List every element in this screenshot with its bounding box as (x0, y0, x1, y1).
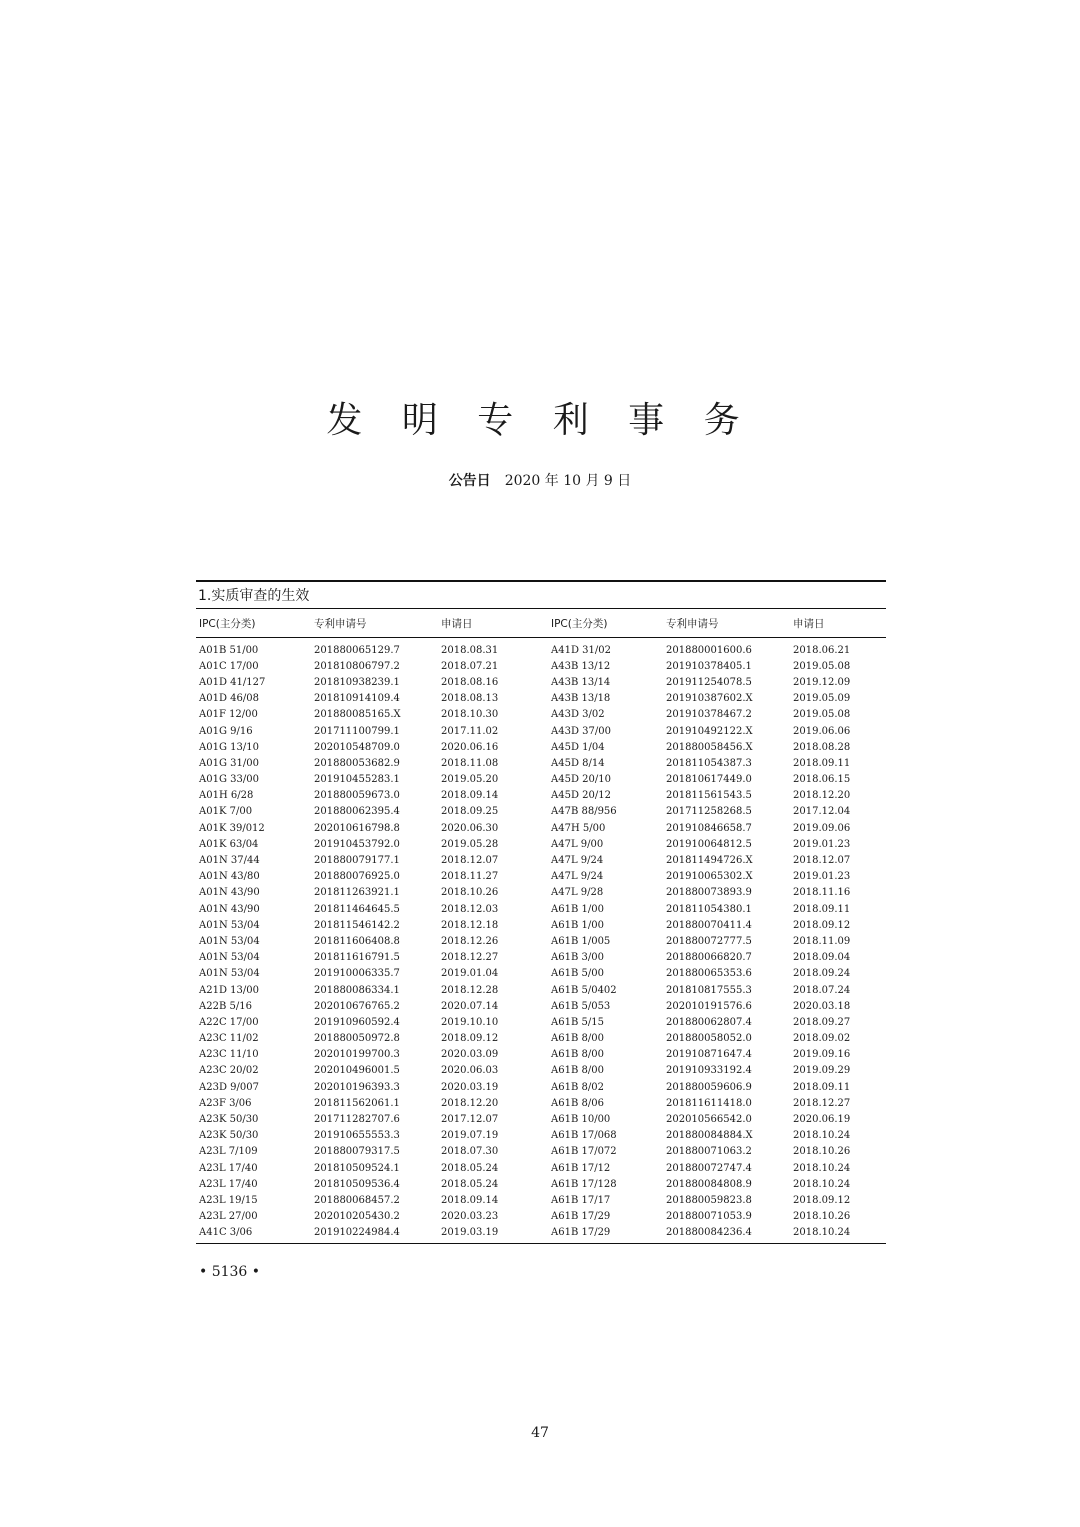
application-no-cell: 201810509536.4 (314, 1178, 400, 1190)
application-no-cell: 201880085165.X (314, 709, 401, 721)
table-row (196, 788, 886, 804)
table-row (196, 1063, 886, 1079)
filing-date-cell: 2018.07.30 (441, 1146, 499, 1158)
application-no-cell: 201910224984.4 (314, 1227, 400, 1239)
application-no-cell: 201880059673.0 (314, 790, 400, 802)
application-no-cell: 201910655553.3 (314, 1130, 400, 1142)
filing-date-cell: 2018.12.18 (441, 919, 499, 931)
filing-date-cell: 2018.09.24 (793, 968, 851, 980)
ipc-cell: A61B 5/053 (551, 1000, 611, 1012)
filing-date-cell: 2020.06.16 (441, 741, 499, 753)
ipc-cell: A47L 9/24 (551, 855, 604, 867)
filing-date-cell: 2018.10.24 (793, 1130, 851, 1142)
filing-date-cell: 2018.10.26 (441, 887, 499, 899)
ipc-cell: A61B 8/06 (551, 1097, 604, 1109)
application-no-cell: 201811611418.0 (666, 1097, 752, 1109)
filing-date-cell: 2018.11.09 (793, 935, 851, 947)
application-no-cell: 201910065302.X (666, 871, 753, 883)
ipc-cell: A61B 3/00 (551, 952, 604, 964)
table-row (196, 1192, 886, 1208)
filing-date-cell: 2018.08.28 (793, 741, 851, 753)
ipc-cell: A43B 13/14 (551, 676, 611, 688)
filing-date-cell: 2019.05.08 (793, 709, 851, 721)
ipc-cell: A45D 1/04 (551, 741, 605, 753)
ipc-cell: A61B 17/29 (551, 1227, 611, 1239)
table-row (196, 1144, 886, 1160)
table-row (196, 1176, 886, 1192)
application-no-cell: 201910453792.0 (314, 838, 400, 850)
table-row (196, 674, 886, 690)
table-row (196, 1225, 886, 1243)
filing-date-cell: 2020.06.30 (441, 822, 499, 834)
filing-date-cell: 2018.08.16 (441, 676, 499, 688)
ipc-cell: A01N 43/90 (199, 903, 260, 915)
table-row (196, 723, 886, 739)
filing-date-cell: 2019.09.16 (793, 1049, 851, 1061)
filing-date-cell: 2018.10.30 (441, 709, 499, 721)
section-bottom-rule (196, 1243, 886, 1244)
ipc-cell: A23F 3/06 (199, 1097, 252, 1109)
col-header-application-no-1: 专利申请号 (311, 609, 438, 638)
ipc-cell: A01G 33/00 (199, 774, 259, 786)
application-no-cell: 202010566542.0 (666, 1114, 752, 1126)
application-no-cell: 201811616791.5 (314, 952, 400, 964)
table-row (196, 1128, 886, 1144)
ipc-cell: A43D 3/02 (551, 709, 605, 721)
ipc-cell: A61B 8/00 (551, 1049, 604, 1061)
application-no-cell: 201880062395.4 (314, 806, 400, 818)
ipc-cell: A61B 17/29 (551, 1211, 611, 1223)
application-no-cell: 201880073893.9 (666, 887, 752, 899)
application-no-cell: 201711282707.6 (314, 1114, 400, 1126)
table-row (196, 1160, 886, 1176)
ipc-cell: A01N 37/44 (199, 855, 260, 867)
filing-date-cell: 2019.09.29 (793, 1065, 851, 1077)
application-no-cell: 201811263921.1 (314, 887, 400, 899)
table-row (196, 1111, 886, 1127)
table-row (196, 820, 886, 836)
announcement-date (0, 470, 1080, 490)
filing-date-cell: 2020.06.19 (793, 1114, 851, 1126)
application-no-cell: 201880084884.X (666, 1130, 753, 1142)
application-no-cell: 201880084236.4 (666, 1227, 752, 1239)
ipc-cell: A22B 5/16 (199, 1000, 252, 1012)
table-row (196, 901, 886, 917)
ipc-cell: A23D 9/007 (199, 1081, 259, 1093)
filing-date-cell: 2018.10.24 (793, 1162, 851, 1174)
application-no-cell: 201810938239.1 (314, 676, 400, 688)
application-no-cell: 201711258268.5 (666, 806, 752, 818)
ipc-cell: A23L 7/109 (199, 1146, 258, 1158)
application-no-cell: 201811606408.8 (314, 935, 400, 947)
application-no-cell: 201711100799.1 (314, 725, 400, 737)
application-no-cell: 202010616798.8 (314, 822, 400, 834)
ipc-cell: A01N 53/04 (199, 935, 260, 947)
filing-date-cell: 2019.05.09 (793, 693, 851, 705)
ipc-cell: A01N 43/80 (199, 871, 260, 883)
application-no-cell: 201880070411.4 (666, 919, 752, 931)
ipc-cell: A43B 13/18 (551, 693, 611, 705)
table-row (196, 1209, 886, 1225)
patent-table (196, 608, 886, 1243)
application-no-cell: 201810914109.4 (314, 693, 400, 705)
ipc-cell: A01N 43/90 (199, 887, 260, 899)
filing-date-cell: 2018.09.25 (441, 806, 499, 818)
filing-date-cell: 2020.07.14 (441, 1000, 499, 1012)
table-row (196, 1079, 886, 1095)
ipc-cell: A23C 11/10 (199, 1049, 259, 1061)
filing-date-cell: 2018.07.24 (793, 984, 851, 996)
filing-date-cell: 2018.09.11 (793, 903, 851, 915)
filing-date-cell: 2020.03.09 (441, 1049, 499, 1061)
section-title: 1.实质审查的生效 (198, 588, 310, 604)
application-no-cell: 201880072777.5 (666, 935, 752, 947)
filing-date-cell: 2018.12.27 (441, 952, 499, 964)
filing-date-cell: 2018.09.11 (793, 757, 851, 769)
ipc-cell: A01B 51/00 (199, 644, 259, 656)
application-no-cell: 201880053682.9 (314, 757, 400, 769)
application-no-cell: 201880062807.4 (666, 1016, 752, 1028)
filing-date-cell: 2018.08.31 (441, 644, 499, 656)
ipc-cell: A43D 37/00 (551, 725, 611, 737)
ipc-cell: A61B 17/072 (551, 1146, 617, 1158)
filing-date-cell: 2018.10.24 (793, 1178, 851, 1190)
ipc-cell: A61B 5/00 (551, 968, 604, 980)
ipc-cell: A01K 7/00 (199, 806, 253, 818)
filing-date-cell: 2019.09.06 (793, 822, 851, 834)
table-row (196, 885, 886, 901)
application-no-cell: 201880058052.0 (666, 1033, 752, 1045)
page-number: 47 (531, 1425, 549, 1441)
filing-date-cell: 2019.01.23 (793, 838, 851, 850)
table-row (196, 739, 886, 755)
table-row (196, 933, 886, 949)
application-no-cell: 201880068457.2 (314, 1194, 400, 1206)
table-row (196, 982, 886, 998)
ipc-cell: A43B 13/12 (551, 660, 611, 672)
ipc-cell: A23C 11/02 (199, 1033, 259, 1045)
application-no-cell: 201910960592.4 (314, 1016, 400, 1028)
filing-date-cell: 2019.05.08 (793, 660, 851, 672)
application-no-cell: 201910933192.4 (666, 1065, 752, 1077)
table-row (196, 869, 886, 885)
filing-date-cell: 2019.06.06 (793, 725, 851, 737)
application-no-cell: 201910871647.4 (666, 1049, 752, 1061)
ipc-cell: A61B 8/00 (551, 1065, 604, 1077)
filing-date-cell: 2020.06.03 (441, 1065, 499, 1077)
page-code: • 5136 • (199, 1264, 261, 1280)
filing-date-cell: 2018.09.12 (793, 919, 851, 931)
filing-date-cell: 2017.12.07 (441, 1114, 499, 1126)
application-no-cell: 201880050972.8 (314, 1033, 400, 1045)
application-no-cell: 201811494726.X (666, 855, 753, 867)
application-no-cell: 201910387602.X (666, 693, 753, 705)
application-no-cell: 202010191576.6 (666, 1000, 752, 1012)
ipc-cell: A01N 53/04 (199, 952, 260, 964)
application-no-cell: 201811054387.3 (666, 757, 752, 769)
ipc-cell: A23K 50/30 (199, 1114, 259, 1126)
table-row (196, 658, 886, 674)
filing-date-cell: 2018.11.08 (441, 757, 499, 769)
filing-date-cell: 2017.11.02 (441, 725, 499, 737)
table-row (196, 707, 886, 723)
filing-date-cell: 2018.09.02 (793, 1033, 851, 1045)
table-row (196, 772, 886, 788)
ipc-cell: A23L 17/40 (199, 1178, 258, 1190)
application-no-cell: 201910064812.5 (666, 838, 752, 850)
ipc-cell: A47L 9/28 (551, 887, 604, 899)
application-no-cell: 201811054380.1 (666, 903, 752, 915)
table-row (196, 998, 886, 1014)
table-row (196, 1095, 886, 1111)
filing-date-cell: 2018.07.21 (441, 660, 499, 672)
application-no-cell: 201810509524.1 (314, 1162, 400, 1174)
application-no-cell: 202010496001.5 (314, 1065, 400, 1077)
page-title: 发 明 专 利 事 务 (326, 400, 754, 441)
table-row (196, 804, 886, 820)
filing-date-cell: 2018.06.15 (793, 774, 851, 786)
filing-date-cell: 2018.08.13 (441, 693, 499, 705)
application-no-cell: 201910455283.1 (314, 774, 400, 786)
filing-date-cell: 2017.12.04 (793, 806, 851, 818)
application-no-cell: 201880065353.6 (666, 968, 752, 980)
application-no-cell: 201911254078.5 (666, 676, 752, 688)
ipc-cell: A22C 17/00 (199, 1016, 259, 1028)
table-row (196, 638, 886, 659)
table-row (196, 836, 886, 852)
application-no-cell: 201880065129.7 (314, 644, 400, 656)
filing-date-cell: 2018.12.26 (441, 935, 499, 947)
application-no-cell: 201811464645.5 (314, 903, 400, 915)
col-header-ipc-1: IPC(主分类) (196, 609, 311, 638)
filing-date-cell: 2018.06.21 (793, 644, 851, 656)
filing-date-cell: 2019.07.19 (441, 1130, 499, 1142)
application-no-cell: 201910492122.X (666, 725, 753, 737)
ipc-cell: A47B 88/956 (551, 806, 617, 818)
ipc-cell: A61B 10/00 (551, 1114, 611, 1126)
application-no-cell: 202010199700.3 (314, 1049, 400, 1061)
application-no-cell: 201880066820.7 (666, 952, 752, 964)
filing-date-cell: 2018.12.28 (441, 984, 499, 996)
application-no-cell: 202010205430.2 (314, 1211, 400, 1223)
filing-date-cell: 2018.05.24 (441, 1178, 499, 1190)
ipc-cell: A61B 8/00 (551, 1033, 604, 1045)
application-no-cell: 201811562061.1 (314, 1097, 400, 1109)
table-row (196, 1031, 886, 1047)
filing-date-cell: 2018.10.24 (793, 1227, 851, 1239)
filing-date-cell: 2019.03.19 (441, 1227, 499, 1239)
ipc-cell: A01N 53/04 (199, 968, 260, 980)
filing-date-cell: 2018.09.12 (441, 1033, 499, 1045)
filing-date-cell: 2018.10.26 (793, 1146, 851, 1158)
ipc-cell: A45D 20/12 (551, 790, 611, 802)
table-body (196, 638, 886, 1243)
filing-date-cell: 2018.12.07 (441, 855, 499, 867)
ipc-cell: A21D 13/00 (199, 984, 259, 996)
filing-date-cell: 2019.10.10 (441, 1016, 499, 1028)
filing-date-cell: 2018.12.20 (441, 1097, 499, 1109)
application-no-cell: 201880079317.5 (314, 1146, 400, 1158)
application-no-cell: 201880086334.1 (314, 984, 400, 996)
filing-date-cell: 2018.09.12 (793, 1194, 851, 1206)
table-row (196, 950, 886, 966)
filing-date-cell: 2018.09.14 (441, 1194, 499, 1206)
ipc-cell: A23L 17/40 (199, 1162, 258, 1174)
application-no-cell: 201910006335.7 (314, 968, 400, 980)
announcement-date-value: 2020 年 10 月 9 日 (504, 473, 632, 489)
application-no-cell: 201880059606.9 (666, 1081, 752, 1093)
filing-date-cell: 2018.10.26 (793, 1211, 851, 1223)
application-no-cell: 201880001600.6 (666, 644, 752, 656)
application-no-cell: 201910378405.1 (666, 660, 752, 672)
application-no-cell: 201811546142.2 (314, 919, 400, 931)
ipc-cell: A45D 20/10 (551, 774, 611, 786)
ipc-cell: A61B 17/12 (551, 1162, 611, 1174)
ipc-cell: A41C 3/06 (199, 1227, 253, 1239)
ipc-cell: A01N 53/04 (199, 919, 260, 931)
filing-date-cell: 2018.12.07 (793, 855, 851, 867)
ipc-cell: A23L 27/00 (199, 1211, 258, 1223)
table-header-row (196, 609, 886, 638)
filing-date-cell: 2018.12.20 (793, 790, 851, 802)
application-no-cell: 201880059823.8 (666, 1194, 752, 1206)
ipc-cell: A47H 5/00 (551, 822, 606, 834)
filing-date-cell: 2018.09.14 (441, 790, 499, 802)
table-row (196, 966, 886, 982)
ipc-cell: A61B 17/068 (551, 1130, 617, 1142)
ipc-cell: A23K 50/30 (199, 1130, 259, 1142)
filing-date-cell: 2019.05.20 (441, 774, 499, 786)
filing-date-cell: 2019.01.23 (793, 871, 851, 883)
announcement-label: 公告日 (448, 473, 491, 489)
ipc-cell: A61B 5/15 (551, 1016, 604, 1028)
ipc-cell: A01D 41/127 (199, 676, 266, 688)
application-no-cell: 202010196393.3 (314, 1081, 400, 1093)
patent-table-section (196, 580, 886, 1244)
filing-date-cell: 2020.03.18 (793, 1000, 851, 1012)
filing-date-cell: 2019.05.28 (441, 838, 499, 850)
application-no-cell: 201880084808.9 (666, 1178, 752, 1190)
ipc-cell: A61B 1/00 (551, 903, 604, 915)
table-row (196, 852, 886, 868)
application-no-cell: 201811561543.5 (666, 790, 752, 802)
filing-date-cell: 2018.09.27 (793, 1016, 851, 1028)
ipc-cell: A01K 63/04 (199, 838, 259, 850)
ipc-cell: A61B 5/0402 (551, 984, 617, 996)
ipc-cell: A01C 17/00 (199, 660, 259, 672)
application-no-cell: 201910378467.2 (666, 709, 752, 721)
table-row (196, 691, 886, 707)
ipc-cell: A01K 39/012 (199, 822, 265, 834)
ipc-cell: A61B 17/17 (551, 1194, 611, 1206)
filing-date-cell: 2018.05.24 (441, 1162, 499, 1174)
filing-date-cell: 2018.09.04 (793, 952, 851, 964)
application-no-cell: 201810617449.0 (666, 774, 752, 786)
ipc-cell: A01G 13/10 (199, 741, 259, 753)
ipc-cell: A47L 9/24 (551, 871, 604, 883)
application-no-cell: 201880058456.X (666, 741, 753, 753)
ipc-cell: A61B 17/128 (551, 1178, 617, 1190)
ipc-cell: A23L 19/15 (199, 1194, 258, 1206)
filing-date-cell: 2019.12.09 (793, 676, 851, 688)
filing-date-cell: 2020.03.19 (441, 1081, 499, 1093)
filing-date-cell: 2018.12.27 (793, 1097, 851, 1109)
ipc-cell: A01H 6/28 (199, 790, 254, 802)
ipc-cell: A23C 20/02 (199, 1065, 259, 1077)
application-no-cell: 201880072747.4 (666, 1162, 752, 1174)
application-no-cell: 201880071053.9 (666, 1211, 752, 1223)
application-no-cell: 201810817555.3 (666, 984, 752, 996)
filing-date-cell: 2019.01.04 (441, 968, 499, 980)
col-header-ipc-2: IPC(主分类) (548, 609, 663, 638)
table-row (196, 755, 886, 771)
ipc-cell: A01G 9/16 (199, 725, 253, 737)
col-header-application-no-2: 专利申请号 (663, 609, 790, 638)
ipc-cell: A45D 8/14 (551, 757, 605, 769)
table-row (196, 1047, 886, 1063)
ipc-cell: A01G 31/00 (199, 757, 259, 769)
application-no-cell: 202010548709.0 (314, 741, 400, 753)
filing-date-cell: 2020.03.23 (441, 1211, 499, 1223)
filing-date-cell: 2018.09.11 (793, 1081, 851, 1093)
filing-date-cell: 2018.11.27 (441, 871, 499, 883)
table-row (196, 917, 886, 933)
table-row (196, 1014, 886, 1030)
ipc-cell: A61B 1/005 (551, 935, 611, 947)
application-no-cell: 202010676765.2 (314, 1000, 400, 1012)
application-no-cell: 201880071063.2 (666, 1146, 752, 1158)
application-no-cell: 201810806797.2 (314, 660, 400, 672)
application-no-cell: 201880079177.1 (314, 855, 400, 867)
ipc-cell: A47L 9/00 (551, 838, 604, 850)
ipc-cell: A61B 8/02 (551, 1081, 604, 1093)
ipc-cell: A01D 46/08 (199, 693, 259, 705)
ipc-cell: A41D 31/02 (551, 644, 611, 656)
ipc-cell: A01F 12/00 (199, 709, 258, 721)
col-header-filing-date-2: 申请日 (790, 609, 886, 638)
col-header-filing-date-1: 申请日 (438, 609, 548, 638)
application-no-cell: 201910846658.7 (666, 822, 752, 834)
application-no-cell: 201880076925.0 (314, 871, 400, 883)
filing-date-cell: 2018.12.03 (441, 903, 499, 915)
filing-date-cell: 2018.11.16 (793, 887, 851, 899)
ipc-cell: A61B 1/00 (551, 919, 604, 931)
